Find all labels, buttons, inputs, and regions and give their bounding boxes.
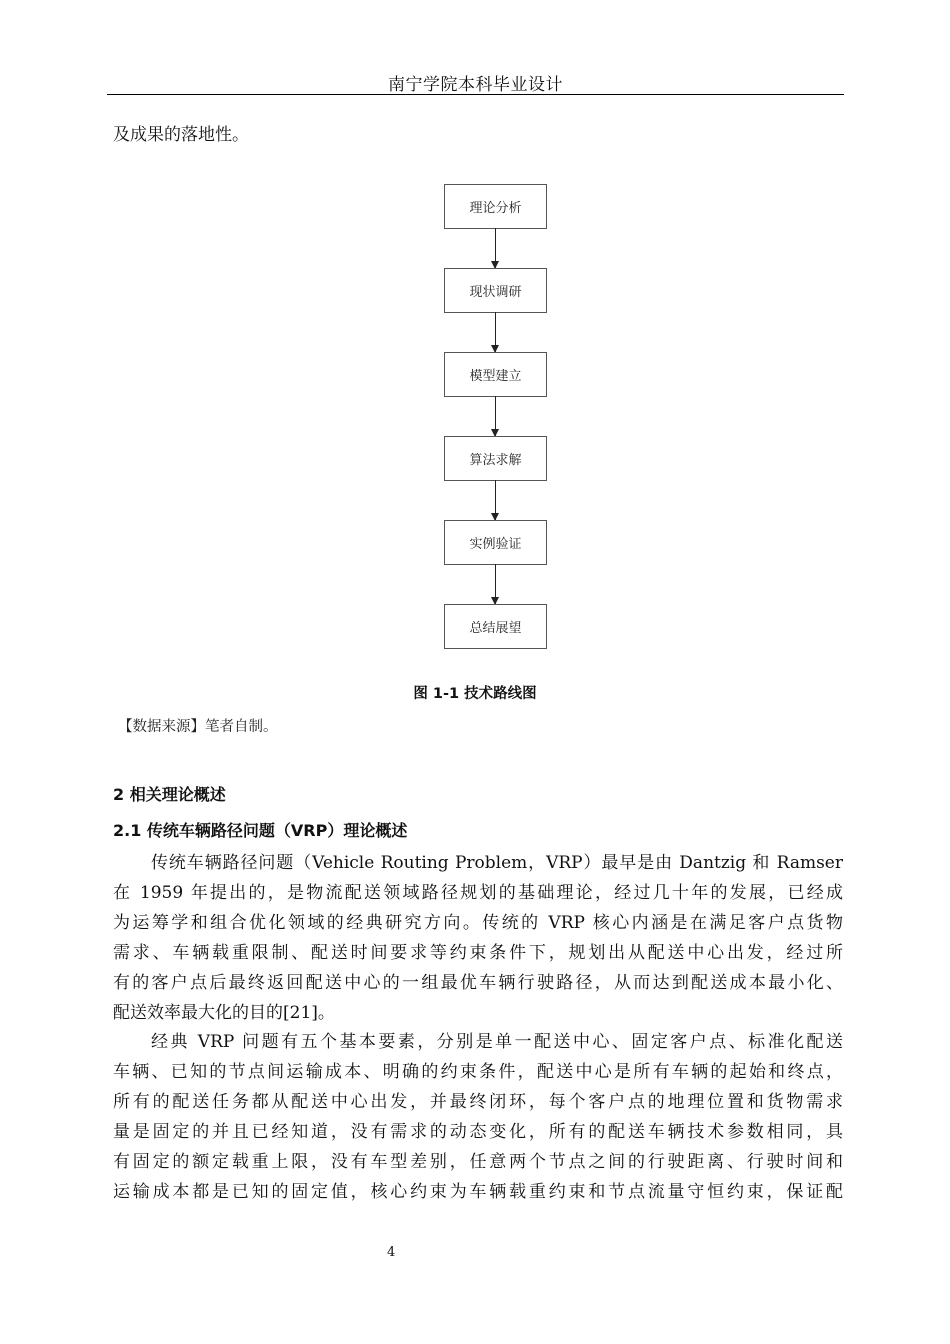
body-paragraph-2	[113, 1027, 843, 1207]
page-number: 4	[387, 1245, 396, 1260]
figure-source-note: 【数据来源】笔者自制。	[118, 719, 278, 735]
figure-caption: 图 1-1 技术路线图	[413, 686, 537, 702]
page-header-title: 南宁学院本科毕业设计	[388, 75, 563, 95]
paragraph-line: 需求、车辆载重限制、配送时间要求等约束条件下，规划出从配送中心出发，经过所	[113, 943, 843, 963]
flow-step-4: 算法求解	[444, 436, 547, 481]
section-heading: 2 相关理论概述	[113, 785, 226, 804]
paragraph-line: 在 1959 年提出的，是物流配送领域路径规划的基础理论，经过几十年的发展，已经成	[113, 883, 843, 903]
paragraph-line: 车辆、已知的节点间运输成本、明确的约束条件，配送中心是所有车辆的起始和终点，	[113, 1062, 843, 1082]
paragraph-line: 经典 VRP 问题有五个基本要素，分别是单一配送中心、固定客户点、标准化配送	[151, 1032, 843, 1052]
paragraph-line: 传统车辆路径问题（Vehicle Routing Problem，VRP）最早是由 Dantzig 和 Ramser	[151, 853, 843, 873]
flow-arrow-icon	[495, 480, 496, 520]
paragraph-line: 运输成本都是已知的固定值，核心约束为车辆载重约束和节点流量守恒约束，保证配	[113, 1182, 843, 1202]
body-paragraph-1	[113, 848, 843, 1028]
flow-arrow-icon	[495, 396, 496, 436]
flow-step-5: 实例验证	[444, 520, 547, 565]
flow-step-2: 现状调研	[444, 268, 547, 313]
paragraph-line: 为运筹学和组合优化领域的经典研究方向。传统的 VRP 核心内涵是在满足客户点货物	[113, 913, 843, 933]
flow-arrow-icon	[495, 312, 496, 352]
paragraph-line: 有固定的额定载重上限，没有车型差别，任意两个节点之间的行驶距离、行驶时间和	[113, 1152, 843, 1172]
header-divider	[107, 94, 844, 95]
flow-arrow-icon	[495, 228, 496, 268]
flow-step-6: 总结展望	[444, 604, 547, 649]
paragraph-line: 所有的配送任务都从配送中心出发，并最终闭环，每个客户点的地理位置和货物需求	[113, 1092, 843, 1112]
paragraph-line: 配送效率最大化的目的[21]。	[113, 1003, 335, 1023]
flow-step-3: 模型建立	[444, 352, 547, 397]
flow-step-1: 理论分析	[444, 184, 547, 229]
paragraph-line: 量是固定的并且已经知道，没有需求的动态变化，所有的配送车辆技术参数相同，具	[113, 1122, 843, 1142]
flow-arrow-icon	[495, 564, 496, 604]
lead-paragraph-fragment: 及成果的落地性。	[113, 125, 249, 145]
paragraph-line: 有的客户点后最终返回配送中心的一组最优车辆行驶路径，从而达到配送成本最小化、	[113, 973, 843, 993]
subsection-heading: 2.1 传统车辆路径问题（VRP）理论概述	[113, 821, 408, 840]
